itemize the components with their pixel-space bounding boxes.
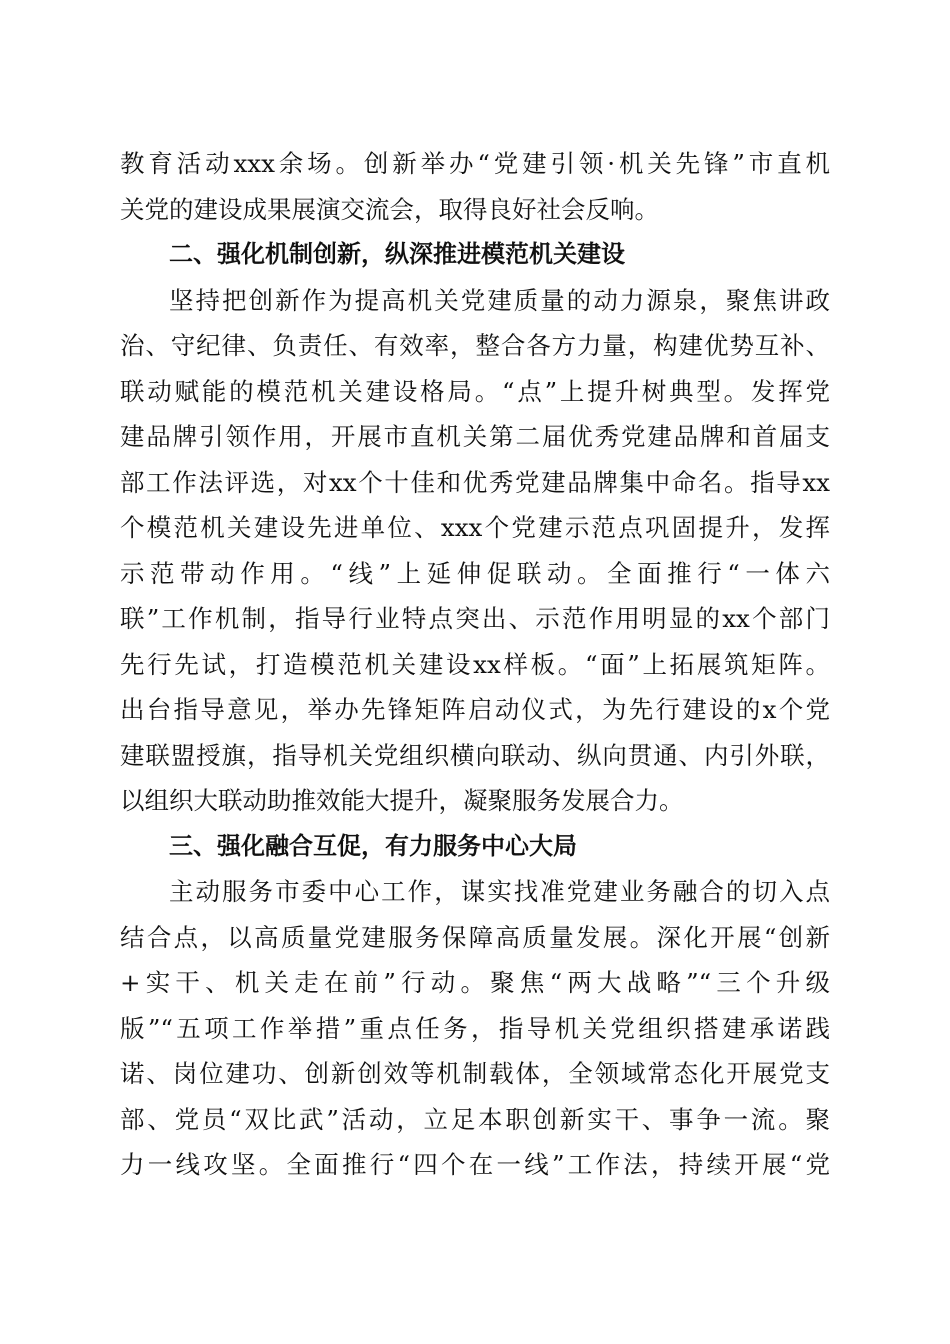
paragraph-line: 关党的建设成果展演交流会，取得良好社会反响。 [120,194,659,224]
paragraph-line: 建联盟授旗，指导机关党组织横向联动、纵向贯通、内引外联， [120,740,830,770]
paragraph-line: 部工作法评选，对xx个十佳和优秀党建品牌集中命名。指导xx [120,467,830,497]
paragraph-line: 先行先试，打造模范机关建设xx样板。“面”上拓展筑矩阵。 [120,649,830,679]
paragraph-line: 坚持把创新作为提高机关党建质量的动力源泉，聚焦讲政 [169,285,830,315]
paragraph-line: 联”工作机制，指导行业特点突出、示范作用明显的xx个部门 [120,604,830,633]
paragraph-line: 治、守纪律、负责任、有效率，整合各方力量，构建优势互补、 [120,331,830,360]
paragraph-line: 联动赋能的模范机关建设格局。“点”上提升树典型。发挥党 [120,376,830,406]
paragraph-line: 个模范机关建设先进单位、xxx个党建示范点巩固提升，发挥 [120,513,830,542]
section-heading-3: 三、强化融合互促，有力服务中心大局 [169,831,577,860]
paragraph-line: 诺、岗位建功、创新创效等机制载体，全领域常态化开展党支 [120,1059,830,1088]
paragraph-line: 版”“五项工作举措”重点任务，指导机关党组织搭建承诺践 [120,1013,830,1043]
section-heading-2: 二、强化机制创新，纵深推进模范机关建设 [169,240,625,268]
paragraph-line: 部、党员“双比武”活动，立足本职创新实干、事争一流。聚 [120,1104,830,1134]
paragraph-line: 主动服务市委中心工作，谋实找准党建业务融合的切入点 [169,877,830,906]
document-body [120,141,830,1188]
paragraph-line: 出台指导意见，举办先锋矩阵启动仪式，为先行建设的x个党 [120,695,830,724]
paragraph-line: 结合点，以高质量党建服务保障高质量发展。深化开展“创新 [120,922,830,952]
paragraph-line: 以组织大联动助推效能大提升，凝聚服务发展合力。 [120,786,684,815]
paragraph-line: +实干、机关走在前”行动。聚焦“两大战略”“三个升级 [120,968,830,997]
paragraph-line: 建品牌引领作用，开展市直机关第二届优秀党建品牌和首届支 [120,422,830,451]
paragraph-line: 示范带动作用。“线”上延伸促联动。全面推行“一体六 [120,558,830,588]
paragraph-line: 力一线攻坚。全面推行“四个在一线”工作法，持续开展“党 [120,1150,830,1179]
paragraph-line: 教育活动xxx余场。创新举办“党建引领·机关先锋”市直机 [120,149,830,178]
